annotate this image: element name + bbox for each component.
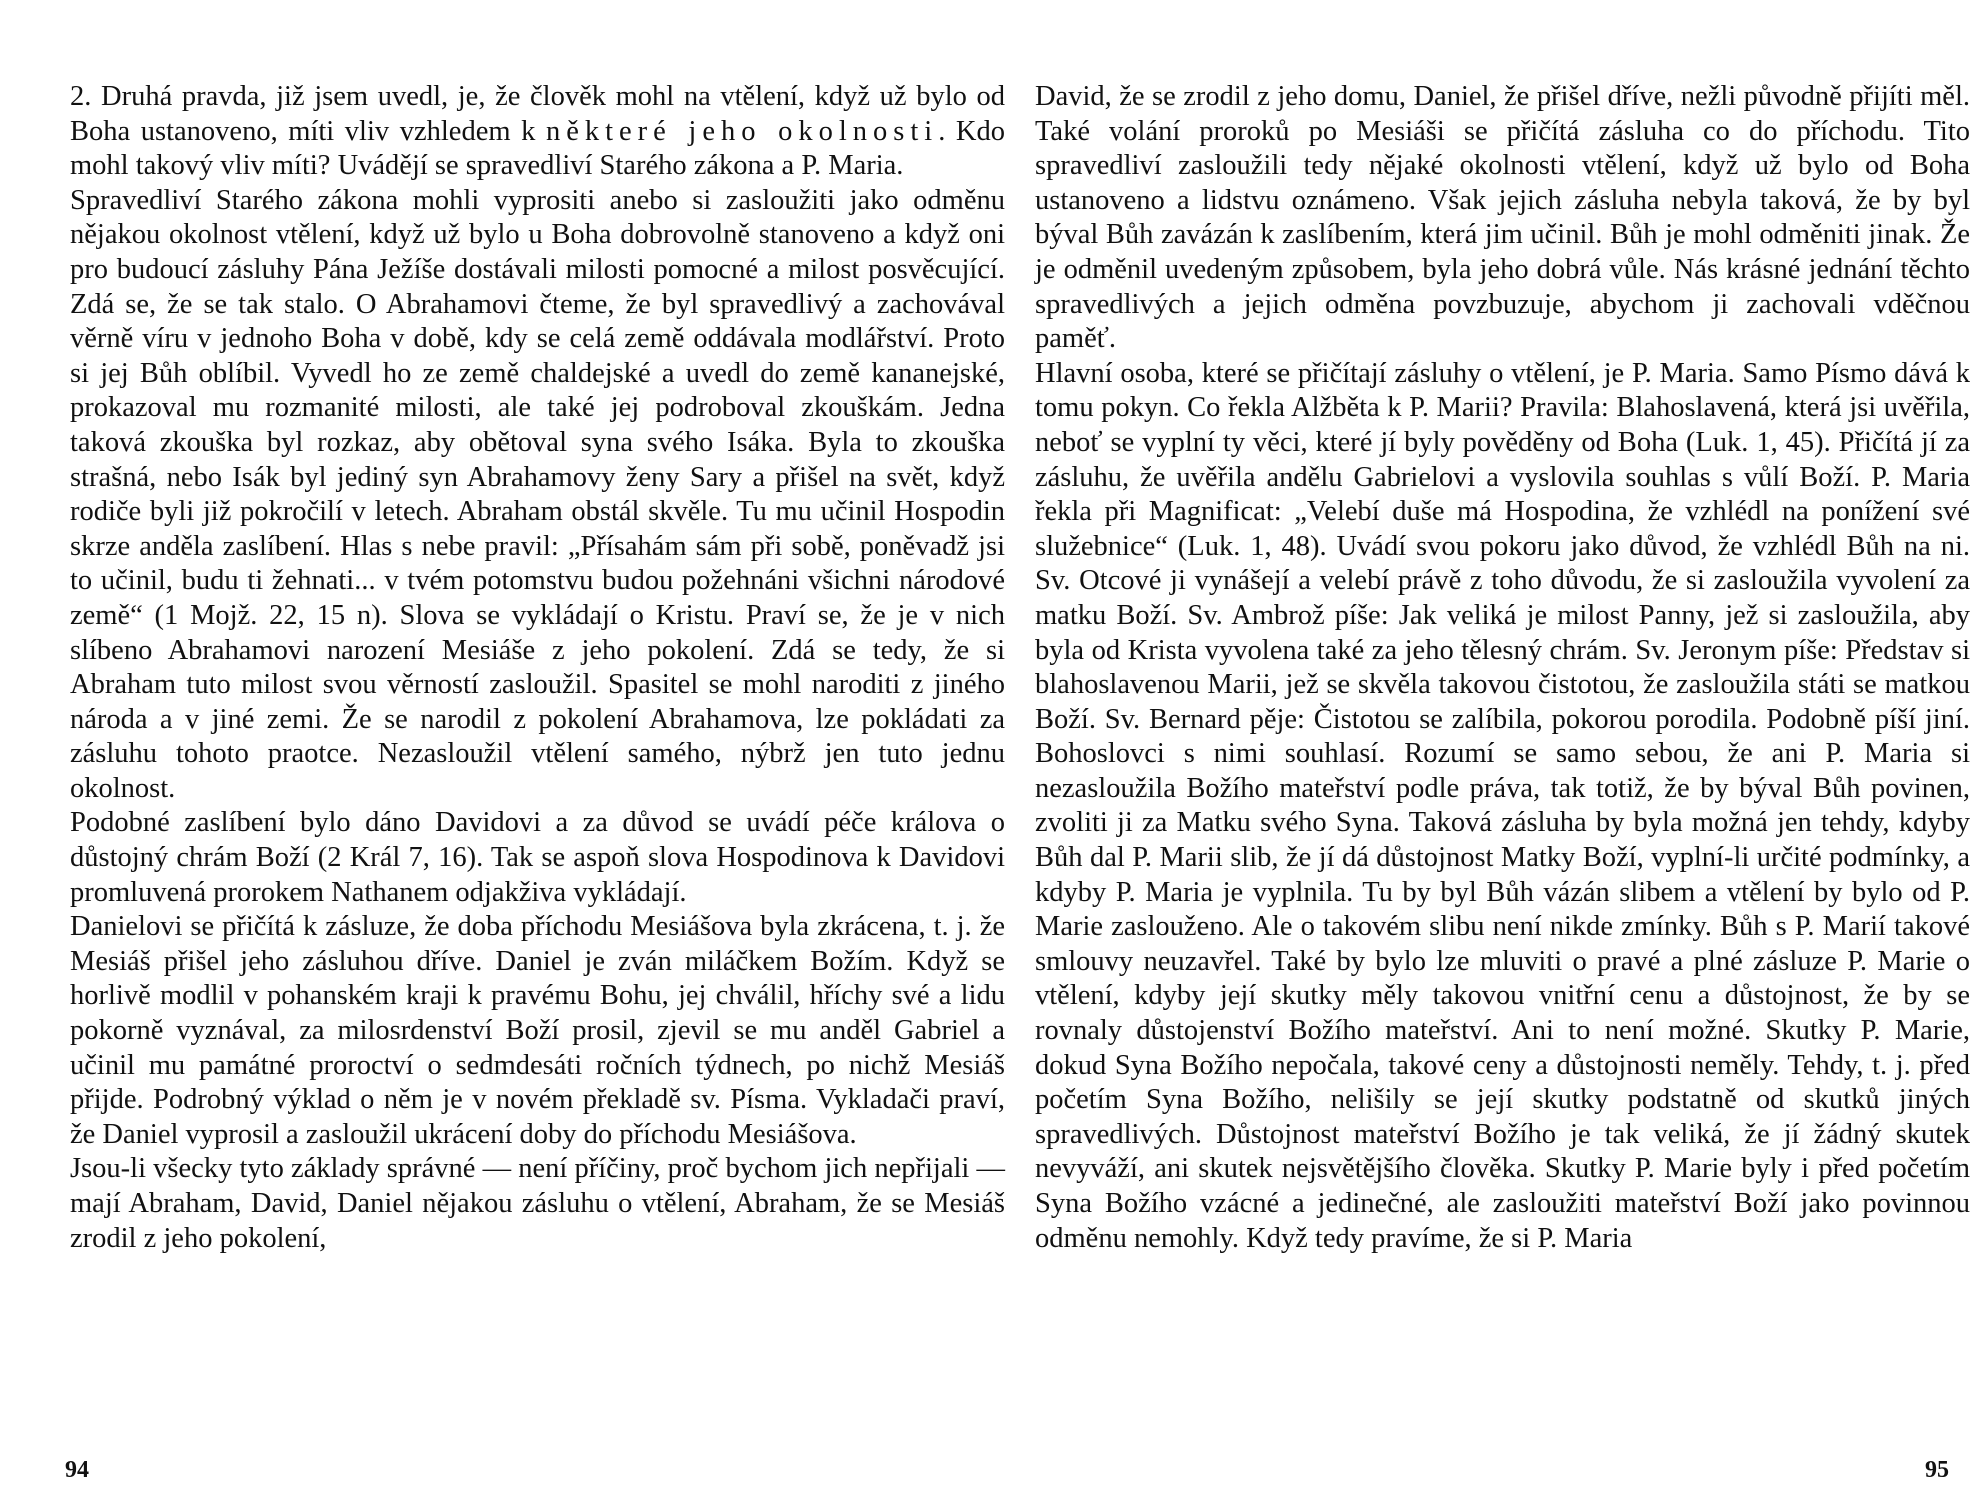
right-paragraph-1: David, že se zrodil z jeho domu, Daniel, že přišel dříve, nežli původně přijíti měl. Také volání proroků po Mesiáši se přičítá zásluha co do příchodu. Tito spravedliví zasloužili tedy nějaké okolnosti vtělení, když už bylo od Boha ustanoveno a lidstvu oznámeno. Však jejich zásluha nebyla taková, že by byl býval Bůh zavázán k zaslíbením, která jim učinil. Bůh je mohl odměniti jinak. Že je odměnil uvedeným způsobem, byla jeho dobrá vůle. Nás krásné jednání těchto spravedlivých a jejich odměna povzbuzuje, abychom ji zachovali vděčnou paměť. xyxy=(1035,81,1970,355)
left-paragraph-1-spaced-emphasis: některé jeho okolnosti xyxy=(545,115,939,147)
page-number-right: 95 xyxy=(1925,1457,1949,1483)
left-paragraph-1-text-a: 2. Druhá pravda, již jsem uvedl, je, že člověk mohl na vtělení, když už bylo od Boha ustanoveno, míti vliv vzhledem k xyxy=(70,81,1005,147)
left-paragraph-4: Danielovi se přičítá k zásluze, že doba příchodu Mesiášova byla zkrácena, t. j. že Mesiáš přišel jeho zásluhou dříve. Daniel je zván miláčkem Božím. Když se horlivě modlil v pohanském kraji k pravému Bohu, jej chválil, hříchy své a lidu pokorně vyznával, za milosrdenství Boží prosil, zjevil se mu anděl Gabriel a učinil mu památné proroctví o sedmdesáti ročních týdnech, po nichž Mesiáš přijde. Podrobný výklad o něm je v novém překladě sv. Písma. Vykladači praví, že Daniel vyprosil a zasloužil ukrácení doby do příchodu Mesiášova. xyxy=(70,911,1005,1150)
left-paragraph-1 xyxy=(70,80,1005,184)
left-paragraph-2: Spravedliví Starého zákona mohli vyprositi anebo si zasloužiti jako odměnu nějakou okolnost vtělení, když už bylo u Boha dobrovolně stanoveno a když oni pro budoucí zásluhy Pána Ježíše dostávali milosti pomocné a milost posvěcující. Zdá se, že se tak stalo. O Abrahamovi čteme, že byl spravedlivý a zachovával věrně víru v jednoho Boha v době, kdy se celá země oddávala modlářství. Proto si jej Bůh oblíbil. Vyvedl ho ze země chaldejské a uvedl do země kananejské, prokazoval mu rozmanité milosti, ale také jej podroboval zkouškám. Jedna taková zkouška byl rozkaz, aby obětoval syna svého Isáka. Byla to zkouška strašná, nebo Isák byl jediný syn Abrahamovy ženy Sary a přišel na svět, když rodiče byli již pokročilí v letech. Abraham obstál skvěle. Tu mu učinil Hospodin skrze anděla zaslíbení. Hlas s nebe pravil: „Přísahám sám při sobě, poněvadž jsi to učinil, budu ti žehnati... v tvém potomstvu budou požehnáni všichni národové země“ (1 Mojž. 22, 15 n). Slova se vykládají o Kristu. Praví se, že je v nich slíbeno Abrahamovi narození Mesiáše z jeho pokolení. Zdá se tedy, že si Abraham tuto milost svou věrností zasloužil. Spasitel se mohl naroditi z jiného národa a v jiné zemi. Že se narodil z pokolení Abrahamova, lze pokládati za zásluhu tohoto praotce. Nezasloužil vtělení samého, nýbrž jen tuto jednu okolnost. xyxy=(70,184,1005,804)
left-page xyxy=(70,80,1005,1256)
left-paragraph-3: Podobné zaslíbení bylo dáno Davidovi a za důvod se uvádí péče králova o důstojný chrám Boží (2 Král 7, 16). Tak se aspoň slova Hospodinova k Davidovi promluvená prorokem Nathanem odjakživa vykládají. xyxy=(70,807,1005,908)
left-paragraph-5: Jsou-li všecky tyto základy správné — není příčiny, proč bychom jich nepřijali — mají Abraham, David, Daniel nějakou zásluhu o vtělení, Abraham, že se Mesiáš zrodil z jeho pokolení, xyxy=(70,1153,1005,1254)
page-number-left: 94 xyxy=(65,1457,89,1483)
right-page xyxy=(1035,80,1970,1256)
right-paragraph-2: Hlavní osoba, které se přičítají zásluhy o vtělení, je P. Maria. Samo Písmo dává k tomu pokyn. Co řekla Alžběta k P. Marii? Pravila: Blahoslavená, která jsi uvěřila, neboť se vyplní ty věci, které jí byly pověděny od Boha (Luk. 1, 45). Přičítá jí za zásluhu, že uvěřila andělu Gabrielovi a vyslovila souhlas s vůlí Boží. P. Maria řekla při Magnificat: „Velebí duše má Hospodina, že vzhlédl na ponížení své služebnice“ (Luk. 1, 48). Uvádí svou pokoru jako důvod, že vzhlédl Bůh na ni. Sv. Otcové ji vynášejí a velebí právě z toho důvodu, že si zasloužila vyvolení za matku Boží. Sv. Ambrož píše: Jak veliká je milost Panny, jež si zasloužila, aby byla od Krista vyvolena také za jeho tělesný chrám. Sv. Jeronym píše: Představ si blahoslavenou Marii, jež se skvěla takovou čistotou, že zasloužila státi se matkou Boží. Sv. Bernard pěje: Čistotou se zalíbila, pokorou porodila. Podobně píší jiní. Bohoslovci s nimi souhlasí. Rozumí se samo sebou, že ani P. Maria si nezasloužila Božího mateřství podle práva, tak totiž, že by býval Bůh povinen, zvoliti ji za Matku svého Syna. Taková zásluha by byla možná jen tehdy, kdyby Bůh dal P. Marii slib, že jí dá důstojnost Matky Boží, vyplní-li určité podmínky, a kdyby P. Maria je vyplnila. Tu by byl Bůh vázán slibem a vtělení by bylo od P. Marie zaslouženo. Ale o takovém slibu není nikde zmínky. Bůh s P. Marií takové smlouvy neuzavřel. Také by bylo lze mluviti o pravé a plné zásluze P. Marie o vtělení, kdyby její skutky měly takovou vnitřní cenu a důstojnost, že by se rovnaly důstojenství Božího mateřství. Ani to není možné. Skutky P. Marie, dokud Syna Božího nepočala, takové ceny a důstojnosti neměly. Tehdy, t. j. před početím Syna Božího, nelišily se její skutky podstatně od skutků jiných spravedlivých. Důstojnost mateřství Božího je tak veliká, že jí žádný skutek nevyváží, ani skutek nejsvětějšího člověka. Skutky P. Marie byly i před početím Syna Božího vzácné a jedinečné, ale zasloužiti mateřství Boží jako povinnou odměnu nemohly. Když tedy pravíme, že si P. Maria xyxy=(1035,357,1970,1254)
left-paragraph-1-text-b: . Kdo mohl takový vliv míti? Uvádějí se spravedliví Starého zákona a P. Maria. xyxy=(70,115,1005,182)
